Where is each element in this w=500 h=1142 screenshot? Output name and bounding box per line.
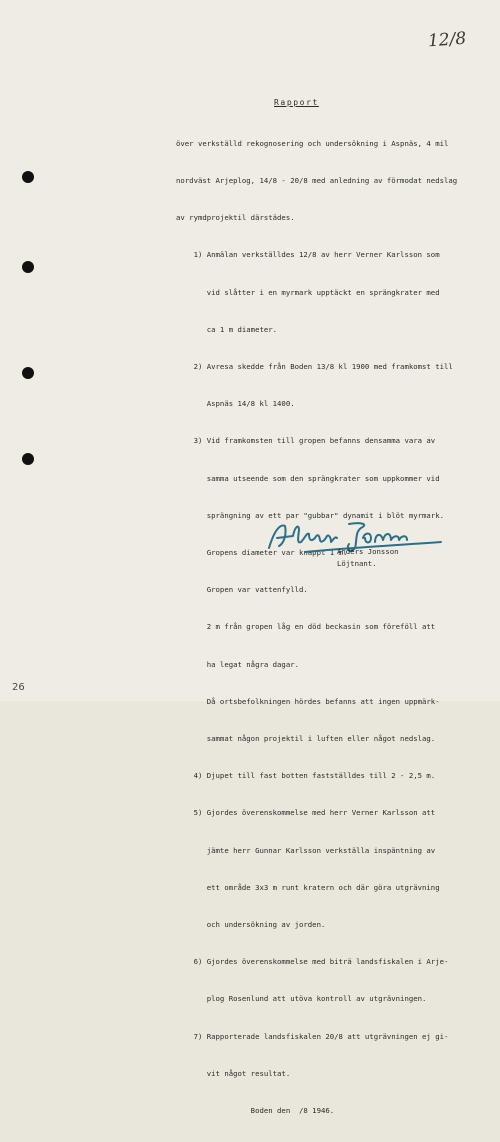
report-line: över verkställd rekognosering och undersökning i Aspnäs, 4 mil [176, 138, 449, 148]
report-line: 7) Rapporterade landsfiskalen 20/8 att utgrävningen ej gi- [176, 1031, 449, 1041]
report-line: Då ortsbefolkningen hördes befanns att ingen uppmärk- [176, 696, 440, 706]
report-line: 2 m från gropen låg en död beckasin som föreföll att [176, 622, 436, 632]
punch-hole [22, 171, 34, 183]
report-line: ett område 3x3 m runt kratern och där göra utgrävning [176, 882, 440, 892]
report-line: 4) Djupet till fast botten fastställdes till 2 - 2,5 m. [176, 771, 436, 781]
report-line: 2) Avresa skedde från Boden 13/8 kl 1900 med framkomst till [176, 362, 453, 372]
report-line: 6) Gjordes överenskommelse med biträ landsfiskalen i Arje- [176, 957, 449, 967]
report-line: vit något resultat. [176, 1068, 291, 1078]
report-line: Boden den /8 1946. [176, 1106, 335, 1116]
report-line: sprängning av ett par "gubbar" dynamit i blöt myrmark. [176, 510, 444, 520]
report-line: plog Rosenlund att utöva kontroll av utgrävningen. [176, 994, 427, 1004]
page-number: 12/8 [427, 28, 467, 52]
signer-name: Anders Jonsson [337, 547, 399, 556]
report-line: 3) Vid framkomsten till gropen befanns densamma vara av [176, 436, 436, 446]
punch-hole [22, 261, 34, 273]
report-line: ha legat några dagar. [176, 659, 300, 669]
report-title: Rapport [274, 98, 319, 107]
report-line: ca 1 m diameter. [176, 324, 278, 334]
report-line: av rymdprojektil därstädes. [176, 213, 295, 223]
report-line: och undersökning av jorden. [176, 920, 326, 930]
report-line: 5) Gjordes överenskommelse med herr Verner Karlsson att [176, 808, 436, 818]
report-line: jämte herr Gunnar Karlsson verkställa inspäntning av [176, 845, 436, 855]
punch-hole [22, 367, 34, 379]
report-line: samma utseende som den sprängkrater som uppkommer vid [176, 473, 440, 483]
report-body [176, 113, 476, 1142]
report-line: vid slåtter i en myrmark upptäckt en sprängkrater med [176, 287, 440, 297]
archive-mark: 26 [12, 682, 25, 693]
punch-hole [22, 453, 34, 465]
report-line: Aspnäs 14/8 kl 1400. [176, 399, 295, 409]
signer-rank: Löjtnant. [337, 559, 377, 568]
report-line: 1) Anmälan verkställdes 12/8 av herr Verner Karlsson som [176, 250, 440, 260]
report-line: Gropens diameter var knappt 1 m. [176, 548, 348, 558]
report-line: Gropen var vattenfylld. [176, 585, 308, 595]
report-line: nordväst Arjeplog, 14/8 - 20/8 med anledning av förmodat nedslag [176, 176, 458, 186]
report-line: sammat någon projektil i luften eller något nedslag. [176, 734, 436, 744]
